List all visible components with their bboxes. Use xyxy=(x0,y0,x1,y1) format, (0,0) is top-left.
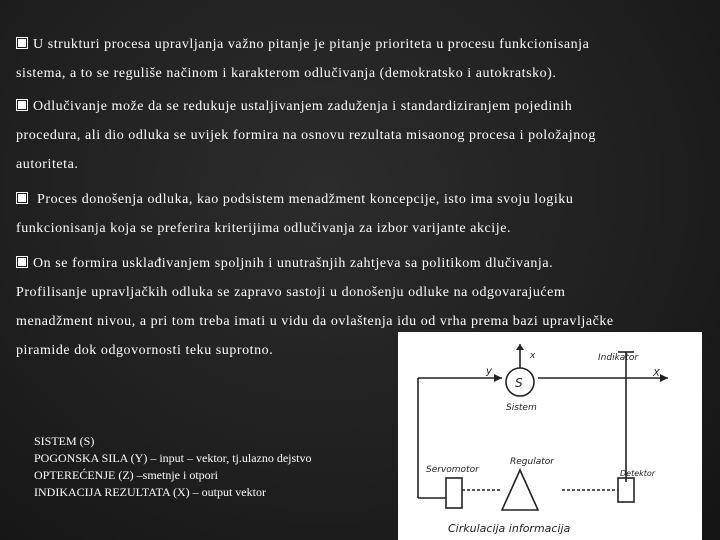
checkbox-bullet-icon xyxy=(16,99,28,111)
line-text: Profilisanje upravljačkih odluka se zapravo sastoji u donošenju odluke na odgovarajućem xyxy=(16,285,566,300)
legend-item: INDIKACIJA REZULTATA (X) – output vektor xyxy=(34,485,266,499)
label-sistem: Sistem xyxy=(506,403,537,413)
line-text: On se formira usklađivanjem spoljnih i unutrašnjih zahtjeva sa politikom dlučivanja. xyxy=(33,256,554,271)
paragraph-line xyxy=(16,157,78,173)
line-text: funkcionisanja koja se preferira kriterijima odlučivanja za izbor varijante akcije. xyxy=(16,221,512,236)
checkbox-bullet-icon xyxy=(16,256,28,268)
line-text: procedura, ali dio odluka se uvijek formira na osnovu rezultata misaonog procesa i položajnog xyxy=(16,128,596,143)
disturbance-arrow-icon xyxy=(516,344,524,350)
servomotor-box xyxy=(446,478,462,508)
line-text: Proces donošenja odluka, kao podsistem menadžment koncepcije, isto ima svoju logiku xyxy=(33,192,574,207)
paragraph-line xyxy=(16,314,614,330)
control-system-diagram xyxy=(398,332,702,540)
label-caption: Cirkulacija informacija xyxy=(448,522,571,535)
label-indikator: Indikator xyxy=(598,353,639,363)
label-y: y xyxy=(486,366,492,377)
label-detektor: Detektor xyxy=(620,469,656,478)
paragraph-line xyxy=(16,37,589,53)
label-x-top: x xyxy=(530,351,536,361)
line-text: Odlučivanje može da se redukuje ustaljivanjem zaduženja i standardiziranjem pojedinih xyxy=(33,99,573,114)
checkbox-bullet-icon xyxy=(16,37,28,49)
paragraph-line xyxy=(16,128,596,144)
line-text: sistema, a to se reguliše načinom i karakterom odlučivanja (demokratsko i autokratsko). xyxy=(16,66,557,81)
legend xyxy=(34,433,312,501)
output-arrow-icon xyxy=(660,374,668,382)
label-s: S xyxy=(515,376,523,390)
input-arrow-icon xyxy=(494,374,502,382)
line-text: autoriteta. xyxy=(16,157,79,172)
line-text: menadžment nivou, a pri tom treba imati u vidu da ovlaštenja idu od vrha prema bazi upravljačke xyxy=(16,314,614,329)
paragraph-line xyxy=(16,285,565,301)
paragraph-line xyxy=(16,99,572,115)
checkbox-bullet-icon xyxy=(16,192,28,204)
paragraph-line xyxy=(16,221,511,237)
line-text: piramide dok odgovornosti teku suprotno. xyxy=(16,343,274,358)
paragraph-line xyxy=(16,256,553,272)
regulator-triangle xyxy=(502,470,538,510)
label-regulator: Regulator xyxy=(510,457,554,467)
line-text: U strukturi procesa upravljanja važno pitanje je pitanje prioriteta u procesu funkcionisanja xyxy=(33,37,590,52)
paragraph-line xyxy=(16,343,273,359)
legend-item: POGONSKA SILA (Y) – input – vektor, tj.ulazno dejstvo xyxy=(34,451,312,465)
paragraph-line xyxy=(16,192,573,208)
diagram-svg xyxy=(398,332,702,540)
paragraph-line xyxy=(16,66,556,82)
label-servomotor: Servomotor xyxy=(426,465,479,475)
legend-item: SISTEM (S) xyxy=(34,434,95,448)
legend-item: OPTEREĆENJE (Z) –smetnje i otpori xyxy=(34,468,218,482)
label-x-output: X xyxy=(653,368,660,379)
